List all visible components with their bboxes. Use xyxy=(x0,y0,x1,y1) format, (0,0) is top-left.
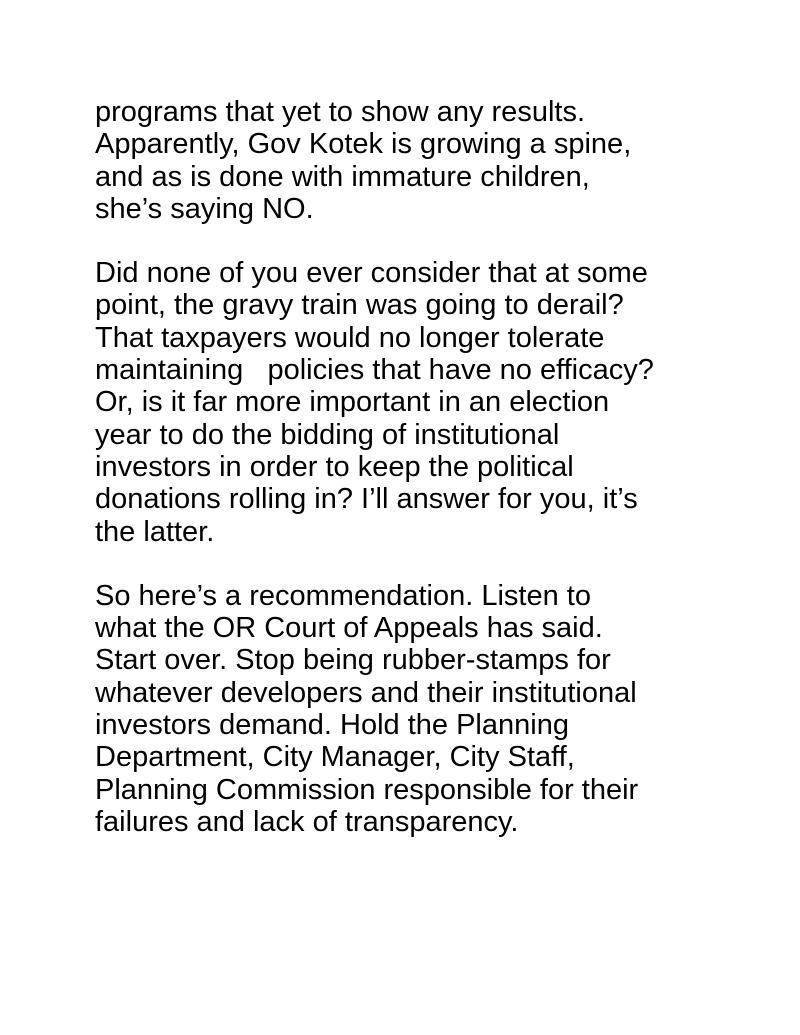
text-line: So here’s a recommendation. Listen to xyxy=(95,579,591,612)
text-line: investors in order to keep the political xyxy=(95,450,574,483)
text-line: Did none of you ever consider that at some xyxy=(95,257,648,290)
text-line: Or, is it far more important in an election xyxy=(95,386,610,419)
text-line: Planning Commission responsible for their xyxy=(95,773,639,806)
text-line: failures and lack of transparency. xyxy=(95,805,519,838)
text-line: Apparently, Gov Kotek is growing a spine, xyxy=(95,128,632,161)
text-line: and as is done with immature children, xyxy=(95,160,590,193)
paragraph-1 xyxy=(95,96,785,225)
text-line: programs that yet to show any results. xyxy=(95,96,585,128)
text-line: whatever developers and their institutional xyxy=(95,676,637,709)
text-line: point, the gravy train was going to derail? xyxy=(95,289,624,322)
text-line: Start over. Stop being rubber-stamps for xyxy=(95,644,611,677)
text-line: year to do the bidding of institutional xyxy=(95,418,560,451)
text-line: what the OR Court of Appeals has said. xyxy=(95,612,603,645)
document-body xyxy=(95,96,785,870)
text-line: Department, City Manager, City Staff, xyxy=(95,741,575,774)
text-line: That taxpayers would no longer tolerate xyxy=(95,321,605,354)
text-line: donations rolling in? I’ll answer for you, it’s xyxy=(95,483,638,516)
text-line: she’s saying NO. xyxy=(95,192,314,225)
text-line: investors demand. Hold the Planning xyxy=(95,709,569,742)
paragraph-3 xyxy=(95,580,785,838)
paragraph-2 xyxy=(95,257,785,548)
text-line: the latter. xyxy=(95,515,215,548)
text-line: maintaining policies that have no efficacy? xyxy=(95,354,654,387)
